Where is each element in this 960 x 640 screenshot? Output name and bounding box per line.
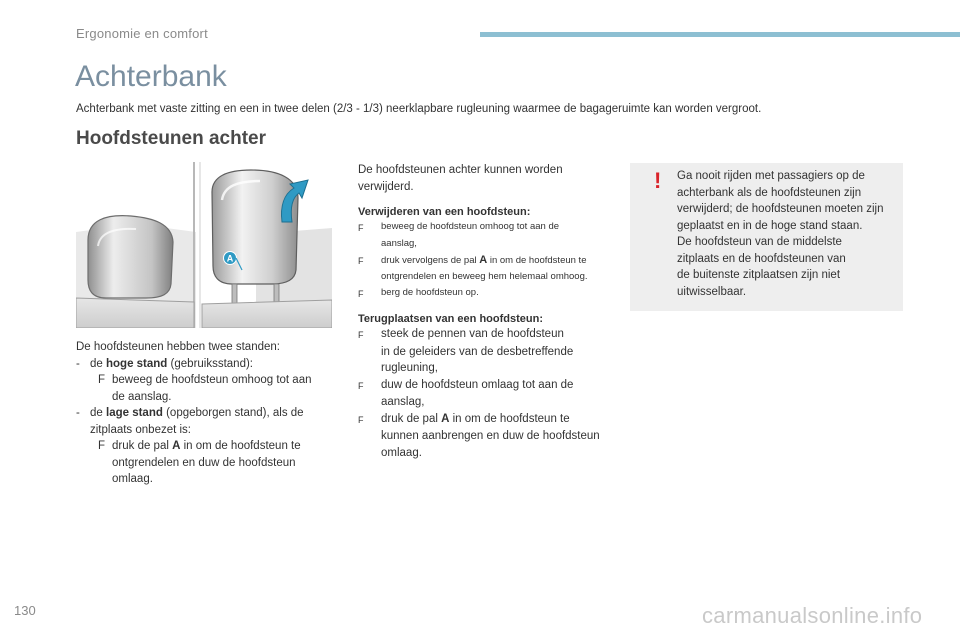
high-position-label: hoge stand	[106, 357, 168, 370]
removal-intro-2: verwijderd.	[358, 180, 414, 193]
warning-line-2: achterbank als de hoofdsteunen zijn	[677, 186, 862, 199]
remove-step-1	[358, 219, 623, 236]
remove-step-1-text: beweeg de hoofdsteun omhoog tot aan de	[381, 221, 560, 232]
high-step-line-1: beweeg de hoofdsteun omhoog tot aan	[112, 374, 312, 386]
position-high	[76, 356, 338, 373]
remove-step-3	[358, 285, 623, 302]
removal-column	[358, 162, 623, 461]
step-marker: F	[98, 374, 106, 386]
section-label: Ergonomie en comfort	[76, 26, 208, 41]
refit-step-1-a: steek de pennen van de hoofdsteun	[381, 328, 564, 340]
callout-a-label: A	[226, 253, 234, 264]
step-marker: F	[358, 380, 364, 391]
watermark: carmanualsonline.info	[702, 603, 923, 628]
low-position-step	[76, 438, 338, 455]
text-de: de	[90, 407, 103, 419]
refit-step-2-a: duw de hoofdsteun omlaag tot aan de	[381, 378, 574, 391]
text-de: de	[90, 357, 103, 370]
low-position-note: (opgeborgen stand), als de	[166, 407, 304, 419]
pal-a-ref: A	[172, 440, 181, 452]
refit-step-3-d: omlaag.	[381, 446, 422, 459]
refit-step-2	[358, 377, 623, 395]
step-marker: F	[358, 223, 364, 233]
step-marker: F	[358, 330, 364, 340]
low-position-label: lage stand	[106, 407, 163, 419]
step-marker: F	[358, 289, 364, 299]
warning-line-1: Ga nooit rijden met passagiers op de	[677, 170, 865, 182]
refit-step-2-b: aanslag,	[381, 396, 425, 408]
removal-intro-1: De hoofdsteunen achter kunnen worden	[358, 164, 563, 176]
page-title: Achterbank	[75, 60, 227, 93]
warning-line-3: verwijderd; de hoofdsteunen moeten zijn	[677, 203, 884, 215]
high-position-step	[76, 372, 338, 389]
remove-step-2-b: in om de hoofdsteun te	[489, 255, 587, 266]
refit-step-1	[358, 326, 623, 344]
high-step-line-2: de aanslag.	[112, 390, 172, 403]
warning-icon: !	[654, 168, 662, 193]
remove-step-1-cont: aanslag,	[381, 238, 417, 249]
page-number: 130	[14, 603, 36, 618]
remove-step-2	[358, 252, 623, 269]
low-step-line-2: ontgrendelen en duw de hoofdsteun	[112, 456, 296, 469]
step-marker: F	[358, 414, 364, 425]
warning-line-6: zitplaats en de hoofdsteunen van	[677, 252, 846, 265]
positions-column	[76, 339, 338, 488]
pal-a-ref: A	[441, 412, 450, 425]
section-subtitle: Hoofdsteunen achter	[76, 128, 267, 149]
low-step-line-1b: in om de hoofdsteun te	[183, 440, 301, 452]
warning-line-7: de buitenste zitplaatsen zijn niet	[677, 269, 841, 281]
refit-step-3-a: druk de pal	[381, 412, 438, 425]
header-rule	[480, 32, 960, 37]
refit-step-3-b: in om de hoofdsteun te	[452, 412, 570, 425]
headrest-figure	[76, 162, 332, 328]
high-position-note: (gebruiksstand):	[170, 357, 254, 370]
refit-step-1-c: rugleuning,	[381, 362, 438, 374]
remove-step-3-text: berg de hoofdsteun op.	[381, 287, 479, 298]
refit-step-3	[358, 411, 623, 429]
pal-a-ref: A	[479, 254, 488, 266]
step-marker: F	[358, 256, 364, 266]
refit-heading: Terugplaatsen van een hoofdsteun:	[358, 313, 543, 325]
up-arrow-icon	[272, 172, 312, 224]
refit-step-1-b: in de geleiders van de desbetreffende	[381, 345, 574, 358]
low-position-note-2: zitplaats onbezet is:	[90, 423, 192, 436]
warning-line-8: uitwisselbaar.	[677, 285, 747, 298]
step-marker: F	[98, 440, 106, 452]
remove-heading: Verwijderen van een hoofdsteun:	[358, 206, 531, 218]
remove-step-2-a: druk vervolgens de pal	[381, 255, 477, 266]
warning-line-5: De hoofdsteun van de middelste	[677, 236, 842, 248]
remove-step-2-cont: ontgrendelen en beweeg hem helemaal omhoog.	[381, 271, 588, 282]
low-step-line-1a: druk de pal	[112, 440, 169, 452]
list-dash: -	[76, 357, 80, 370]
low-step-line-3: omlaag.	[112, 473, 153, 485]
refit-step-3-c: kunnen aanbrengen en duw de hoofdsteun	[381, 430, 600, 442]
list-dash: -	[76, 407, 80, 419]
positions-intro: De hoofdsteunen hebben twee standen:	[76, 341, 280, 353]
warning-box	[630, 163, 903, 311]
warning-line-4: geplaatst en in de hoge stand staan.	[677, 219, 863, 232]
intro-text: Achterbank met vaste zitting en een in twee delen (2/3 - 1/3) neerklapbare rugleuning waarmee de bagageruimte kan worden vergroot.	[76, 103, 762, 115]
position-low	[76, 405, 338, 422]
